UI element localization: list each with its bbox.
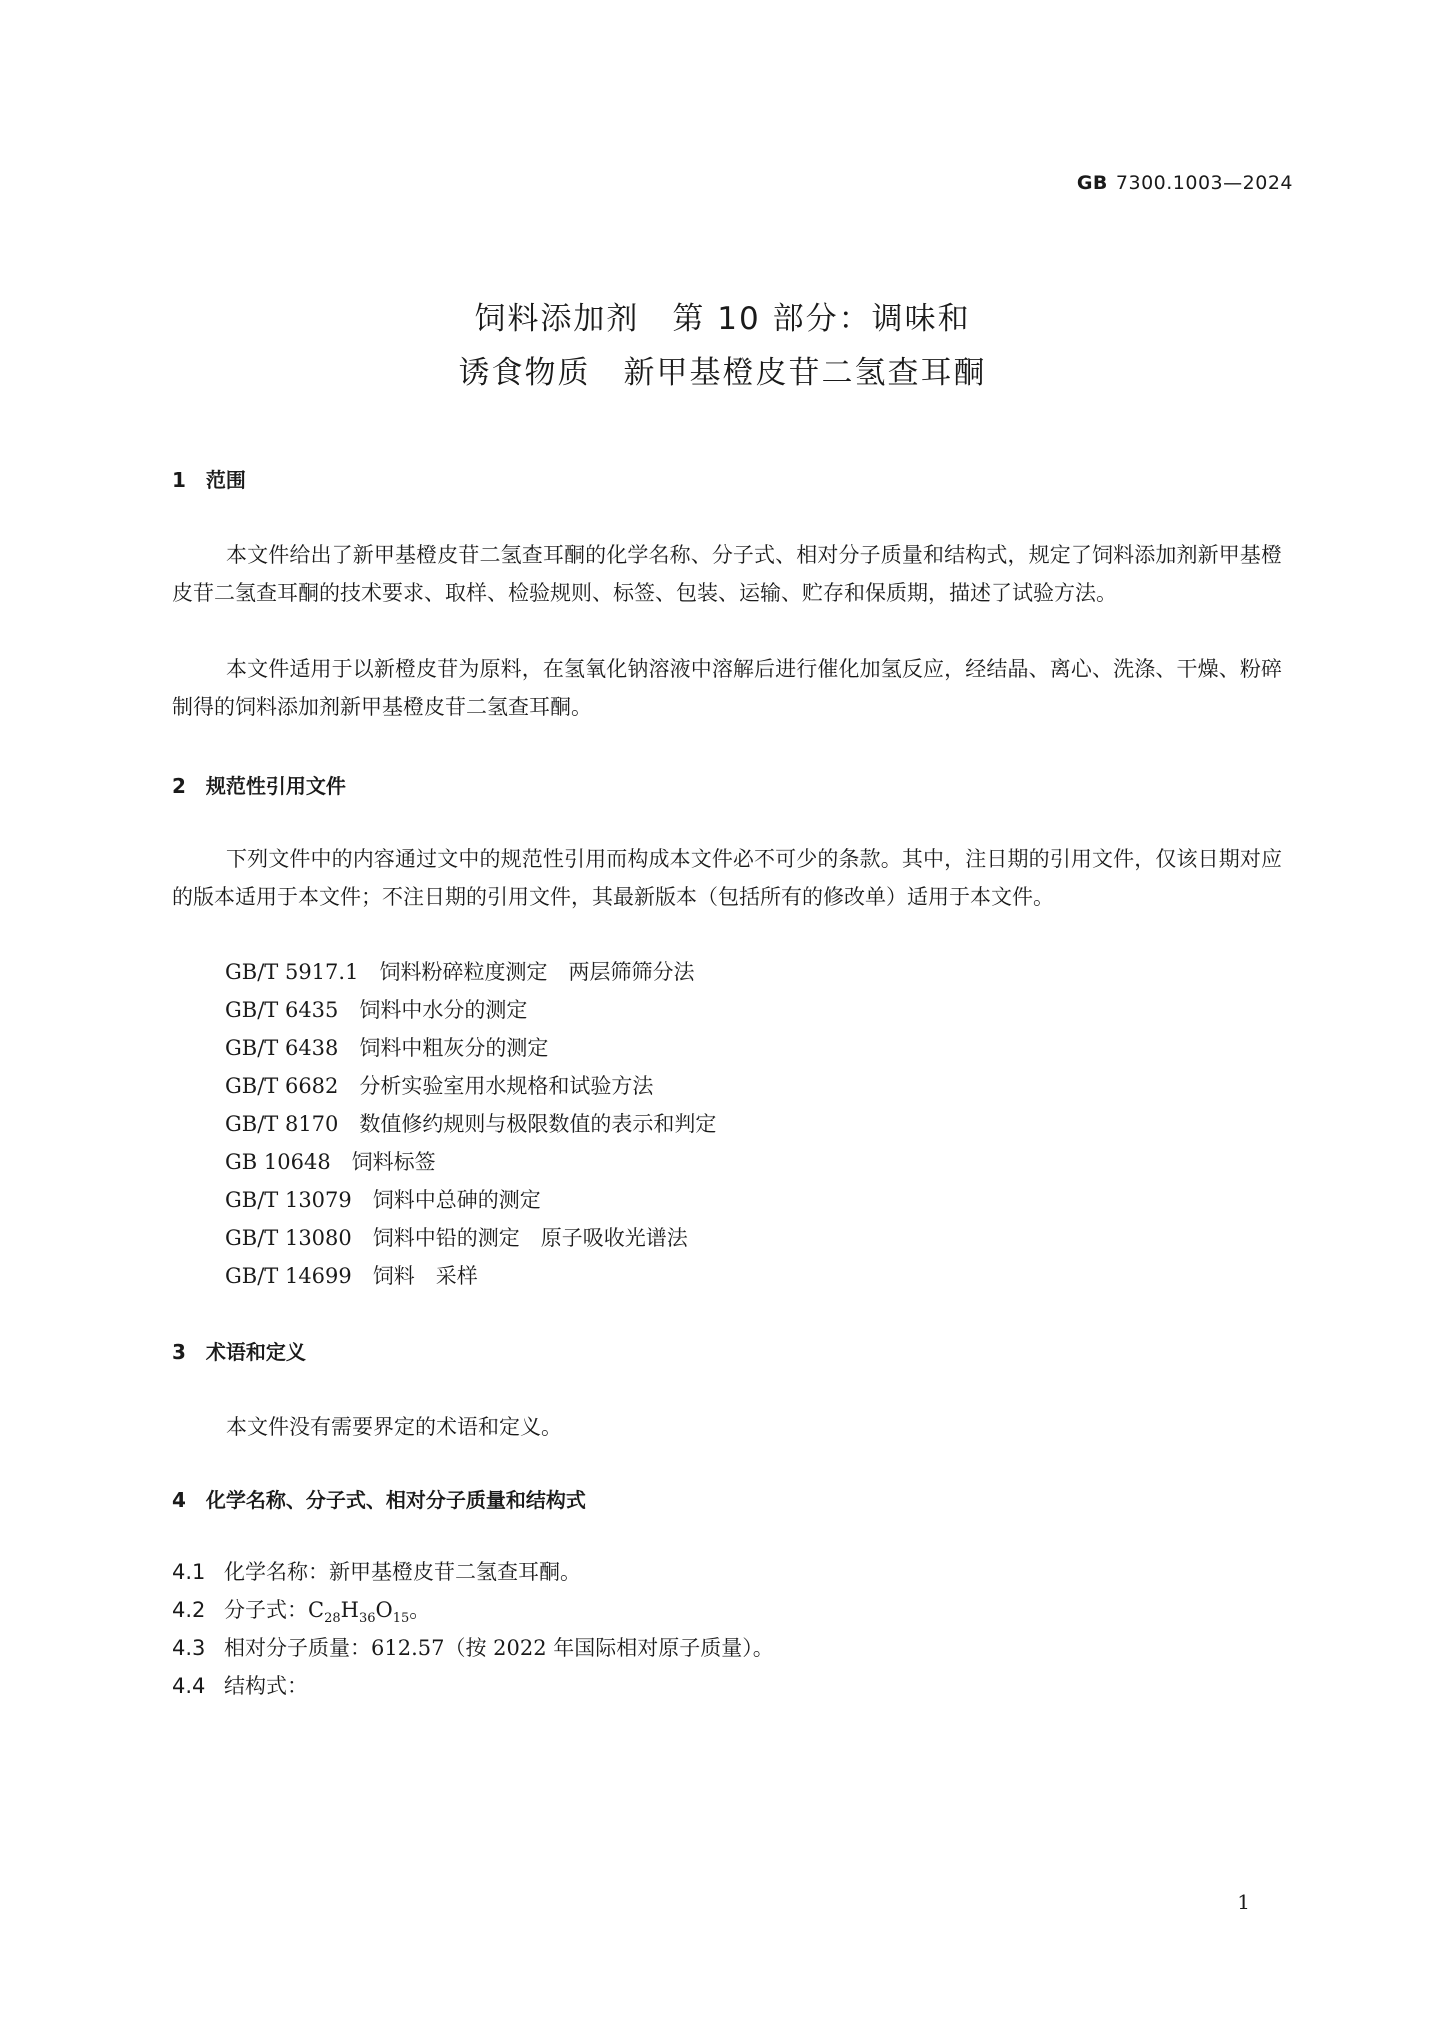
section-2-heading: 2 规范性引用文件 — [172, 774, 346, 798]
clause-text: 相对分子质量：612.57（按 2022 年国际相对原子质量）。 — [224, 1636, 774, 1660]
clause-text: 分子式： — [224, 1598, 308, 1622]
clause-text: 结构式： — [224, 1674, 308, 1698]
clause-number: 4.2 — [172, 1598, 206, 1622]
document-title — [0, 292, 1445, 400]
reference-item: GB 10648 饲料标签 — [225, 1150, 436, 1174]
clause-number: 4.3 — [172, 1636, 206, 1660]
reference-item: GB/T 14699 饲料 采样 — [225, 1264, 478, 1288]
reference-item: GB/T 6438 饲料中粗灰分的测定 — [225, 1036, 549, 1060]
formula-carbon: C — [308, 1598, 325, 1622]
clause-end-mark: 。 — [409, 1598, 431, 1622]
section-1-paragraph-1: 本文件给出了新甲基橙皮苷二氢查耳酮的化学名称、分子式、相对分子质量和结构式，规定了饲料添加剂新甲基橙皮苷二氢查耳酮的技术要求、取样、检验规则、标签、包装、运输、贮存和保质期，描述了试验方法。 — [172, 543, 1282, 605]
title-line-1: 饲料添加剂 第 10 部分：调味和 — [474, 301, 971, 337]
section-3-paragraph-1: 本文件没有需要界定的术语和定义。 — [226, 1415, 562, 1439]
formula-hydrogen: H — [340, 1598, 359, 1622]
clause-4-4 — [172, 1670, 308, 1700]
standard-number — [1077, 172, 1293, 194]
title-line-2: 诱食物质 新甲基橙皮苷二氢查耳酮 — [458, 355, 987, 391]
section-3-heading: 3 术语和定义 — [172, 1340, 306, 1364]
reference-item: GB/T 13080 饲料中铅的测定 原子吸收光谱法 — [225, 1226, 688, 1250]
section-1-heading: 1 范围 — [172, 468, 246, 492]
formula-oxygen-count: 15 — [392, 1611, 410, 1627]
standard-code: 7300.1003—2024 — [1115, 172, 1293, 194]
section-1-paragraph-2: 本文件适用于以新橙皮苷为原料，在氢氧化钠溶液中溶解后进行催化加氢反应，经结晶、离心、洗涤、干燥、粉碎制得的饲料添加剂新甲基橙皮苷二氢查耳酮。 — [172, 657, 1282, 719]
reference-item: GB/T 13079 饲料中总砷的测定 — [225, 1188, 541, 1212]
clause-4-3 — [172, 1632, 774, 1662]
formula-hydrogen-count: 36 — [358, 1611, 376, 1627]
page-number: 1 — [1237, 1890, 1250, 1914]
formula-carbon-count: 28 — [324, 1611, 341, 1627]
standard-prefix: GB — [1076, 172, 1108, 194]
reference-item: GB/T 8170 数值修约规则与极限数值的表示和判定 — [225, 1112, 717, 1136]
section-2-paragraph-1: 下列文件中的内容通过文中的规范性引用而构成本文件必不可少的条款。其中，注日期的引用文件，仅该日期对应的版本适用于本文件；不注日期的引用文件，其最新版本（包括所有的修改单）适用于本文件。 — [172, 847, 1282, 909]
reference-item: GB/T 6435 饲料中水分的测定 — [225, 998, 528, 1022]
clause-number: 4.4 — [172, 1674, 206, 1698]
reference-item: GB/T 6682 分析实验室用水规格和试验方法 — [225, 1074, 654, 1098]
section-4-heading: 4 化学名称、分子式、相对分子质量和结构式 — [172, 1488, 586, 1512]
clause-4-2 — [172, 1594, 430, 1626]
clause-4-1 — [172, 1556, 581, 1586]
reference-item: GB/T 5917.1 饲料粉碎粒度测定 两层筛筛分法 — [225, 960, 695, 984]
clause-number: 4.1 — [172, 1560, 206, 1584]
clause-text: 化学名称：新甲基橙皮苷二氢查耳酮。 — [224, 1560, 581, 1584]
formula-oxygen: O — [375, 1598, 393, 1622]
